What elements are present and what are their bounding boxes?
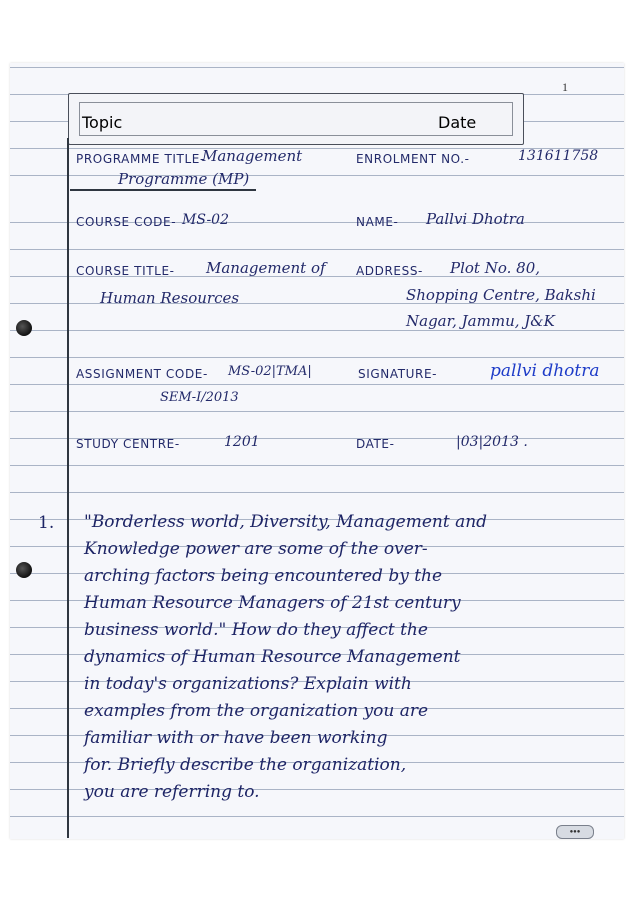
enrolment-value: 131611758 [518, 148, 599, 164]
margin-line [67, 138, 69, 838]
punch-hole-top [16, 320, 32, 336]
topic-label: Topic [82, 113, 123, 132]
signature-value: pallvi dhotra [490, 361, 600, 381]
assignment-code-value: MS-02|TMA| [228, 364, 312, 379]
address-label: ADDRESS- [356, 264, 423, 278]
course-title-value-2: Human Resources [100, 289, 240, 307]
assignment-code-value-2: SEM-I/2013 [160, 390, 239, 405]
question-line: "Borderless world, Diversity, Management and [84, 512, 488, 532]
assignment-code-label: ASSIGNMENT CODE- [76, 367, 208, 381]
course-title-label: COURSE TITLE- [76, 264, 175, 278]
name-label: NAME- [356, 215, 399, 229]
question-line: Knowledge power are some of the over- [84, 539, 428, 559]
question-line: for. Briefly describe the organization, [84, 755, 407, 775]
notebook-page [10, 63, 624, 839]
question-number: 1. [38, 513, 55, 533]
address-value-1: Plot No. 80, [450, 259, 540, 277]
programme-title-value: Management [202, 147, 303, 165]
study-centre-label: STUDY CENTRE- [76, 437, 180, 451]
signature-label: SIGNATURE- [358, 367, 438, 381]
question-line: in today's organizations? Explain with [84, 674, 412, 694]
question-line: examples from the organization you are [84, 701, 429, 721]
notebook-brand-logo: ●●● [556, 825, 594, 839]
question-line: dynamics of Human Resource Management [84, 647, 461, 667]
punch-hole-bottom [16, 562, 32, 578]
course-code-value: MS-02 [182, 212, 229, 228]
name-value: Pallvi Dhotra [426, 210, 525, 228]
study-centre-value: 1201 [224, 434, 260, 450]
page-number: 1 [562, 80, 568, 94]
date-label: DATE- [356, 437, 395, 451]
course-title-value: Management of [206, 259, 326, 277]
address-value-3: Nagar, Jammu, J&K [406, 312, 555, 330]
enrolment-label: ENROLMENT NO.- [356, 152, 470, 166]
question-line: you are referring to. [84, 782, 260, 802]
course-code-label: COURSE CODE- [76, 215, 177, 229]
date-value: |03|2013 . [456, 434, 528, 450]
question-line: Human Resource Managers of 21st century [84, 593, 461, 613]
programme-title-underline [70, 189, 256, 191]
question-line: familiar with or have been working [84, 728, 388, 748]
programme-title-label: PROGRAMME TITLE- [76, 152, 205, 166]
question-line: business world." How do they affect the [84, 620, 428, 640]
date-header-label: Date [438, 113, 477, 132]
address-value-2: Shopping Centre, Bakshi [406, 286, 596, 304]
programme-title-value-2: Programme (MP) [118, 170, 250, 188]
question-line: arching factors being encountered by the [84, 566, 443, 586]
